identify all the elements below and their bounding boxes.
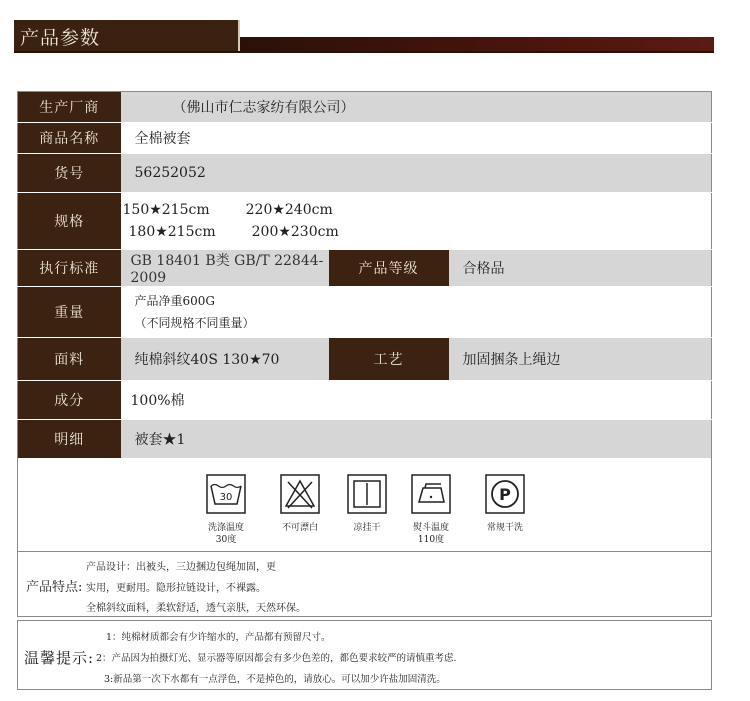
care-item-wash [191, 474, 261, 546]
line-dry-icon [347, 474, 387, 514]
dryclean-caption-1: 常规干洗 [486, 523, 523, 533]
bleach-caption-1: 不可漂白 [281, 523, 318, 533]
craft-label: 工艺 [329, 338, 449, 381]
name-label: 商品名称 [18, 123, 121, 154]
page-title: 产品参数 [20, 27, 101, 49]
dry-caption-1: 凉挂干 [353, 523, 381, 533]
tips-line-3: 3:新品第一次下水都有一点浮色，不是掉色的，请放心。可以加少许盐加固清洗。 [104, 674, 446, 685]
fabric-label: 面料 [18, 338, 121, 381]
care-item-bleach [265, 474, 335, 534]
size-1: 150★215cm [122, 202, 210, 218]
maker-label: 生产厂商 [18, 92, 121, 123]
weight-label: 重量 [18, 287, 121, 338]
detail-label: 明细 [18, 420, 121, 459]
size-2: 220★240cm [245, 202, 333, 218]
size-4: 200★230cm [251, 224, 339, 240]
composition-value: 100%棉 [121, 381, 712, 420]
iron-icon [411, 474, 451, 514]
maker-value: （佛山市仁志家纺有限公司） [121, 92, 712, 123]
standard-value: GB 18401 B类 GB/T 22844-2009 [121, 250, 329, 287]
row-maker [18, 92, 712, 123]
row-size [18, 193, 712, 250]
specs-table [17, 91, 712, 459]
title-bar [240, 37, 714, 51]
fabric-value: 纯棉斜纹40S 130★70 [121, 338, 329, 381]
row-composition [18, 381, 712, 420]
dry-clean-p-icon [485, 474, 525, 514]
dryclean-letter: P [499, 485, 511, 504]
detail-value: 被套★1 [121, 420, 712, 459]
iron-caption-1: 熨斗温度 [412, 523, 449, 533]
wash-caption-1: 洗涤温度 [207, 523, 244, 533]
tips-line-1: 1：纯棉材质都会有少许缩水的，产品都有预留尺寸。 [106, 632, 331, 643]
row-name [18, 123, 712, 154]
tips-label: 温馨提示: [24, 649, 95, 667]
row-sku [18, 154, 712, 193]
row-standard [18, 250, 712, 287]
care-item-dryclean [470, 474, 540, 534]
wash-temp-text: 30 [219, 492, 233, 503]
wash-caption-2: 30度 [215, 535, 237, 545]
size-values [121, 193, 712, 250]
composition-label: 成分 [18, 381, 121, 420]
iron-caption-2: 110度 [417, 535, 445, 545]
features-line-2: 实用，更耐用。隐形拉链设计，不裸露。 [86, 583, 266, 594]
standard-label: 执行标准 [18, 250, 121, 287]
wash-30-icon [206, 474, 246, 514]
title-box [14, 20, 240, 51]
features-line-1: 产品设计：出被头，三边捆边包绳加固，更 [86, 562, 276, 573]
features-section [17, 551, 712, 617]
craft-value: 加固捆条上绳边 [449, 338, 712, 381]
features-label: 产品特点: [26, 580, 83, 595]
size-label: 规格 [18, 193, 121, 250]
tips-line-2: 2：产品因为拍摄灯光、显示器等原因都会有多少色差的，都色要求较严的请慎重考虑. [96, 653, 457, 664]
grade-label: 产品等级 [329, 250, 449, 287]
features-line-3: 全棉斜纹面料，柔软舒适，透气亲肤，天然环保。 [86, 603, 306, 614]
row-fabric [18, 338, 712, 381]
name-value: 全棉被套 [121, 123, 712, 154]
title-underline [14, 51, 714, 53]
grade-value: 合格品 [449, 250, 712, 287]
care-item-iron [396, 474, 466, 546]
no-bleach-icon [280, 474, 320, 514]
sku-value: 56252052 [121, 154, 712, 193]
row-weight [18, 287, 712, 338]
weight-value-1: 产品净重600G [134, 294, 215, 308]
care-item-dry [332, 474, 402, 534]
size-3: 180★215cm [128, 224, 216, 240]
sku-label: 货号 [18, 154, 121, 193]
weight-values [121, 287, 712, 338]
weight-value-2: （不同规格不同重量） [134, 316, 255, 330]
tips-section [17, 620, 712, 690]
